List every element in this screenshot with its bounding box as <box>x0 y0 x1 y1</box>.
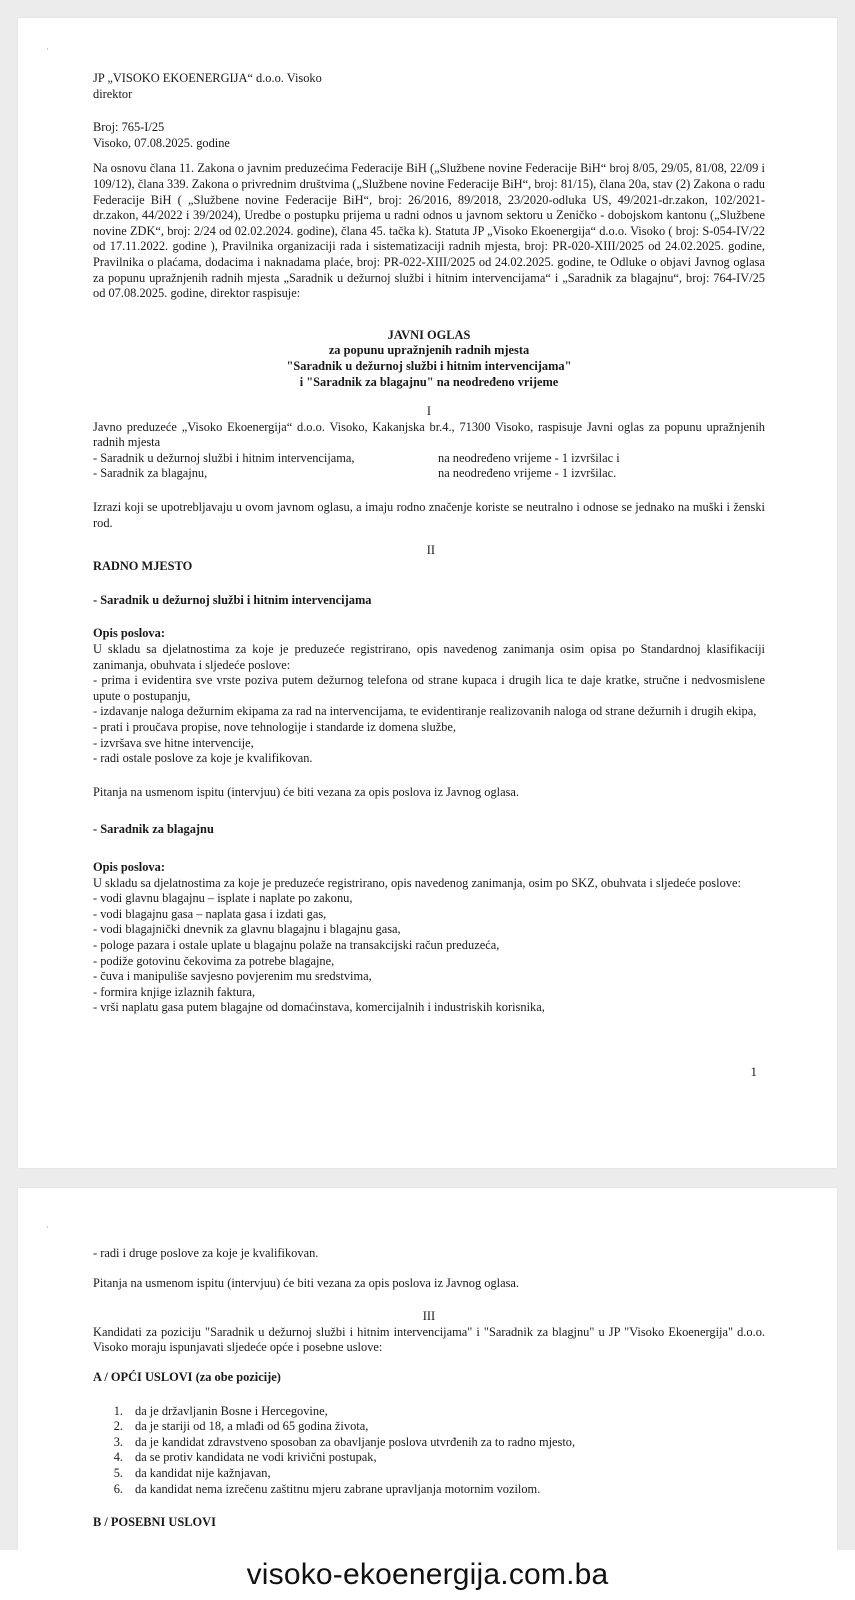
title-line-3: "Saradnik u dežurnoj službi i hitnim intervencijama" <box>286 358 572 373</box>
section-2-header <box>93 543 765 575</box>
list-item-text: da kandidat nije kažnjavan, <box>135 1465 271 1480</box>
list-item <box>93 1450 765 1466</box>
document-page-2 <box>18 1188 837 1550</box>
special-conditions-heading: B / POSEBNI USLOVI <box>93 1515 216 1530</box>
section-1-numeral: I <box>426 404 432 419</box>
general-conditions-heading: A / OPĆI USLOVI (za obe pozicije) <box>93 1369 281 1384</box>
position-1-title: - Saradnik u dežurnoj službi i hitnim intervencijama <box>93 592 372 607</box>
scan-speck: · <box>46 1222 49 1232</box>
position-2-duties-intro: U skladu sa djelatnostima za koje je preduzeće registrirano, opis navedenog zanimanja, osim po SKZ, obuhvata i sljedeće poslove: <box>93 875 741 890</box>
section-3-numeral: III <box>422 1309 436 1324</box>
reference-number: Broj: 765-I/25 <box>93 120 165 135</box>
page-1-content <box>93 71 765 1016</box>
author-role: direktor <box>93 86 133 101</box>
website-url: visoko-ekoenergija.com.ba <box>246 1558 609 1591</box>
duty-item: - vrši naplatu gasa putem blagajne od domaćinstava, komercijalnih i industriskih korisnika, <box>93 1000 545 1015</box>
section-3-intro: Kandidati za poziciju "Saradnik u dežurnoj službi i hitnim intervencijama" i "Saradnik za blagjnu" u JP "Visoko Ekoenergija" d.o.o. Visoko moraju ispunjavati sljedeće opće i posebne uslove: <box>93 1324 765 1355</box>
list-item-number: 3. <box>113 1434 123 1449</box>
duty-item: - vodi blagajnu gasa – naplata gasa i izdati gas, <box>93 906 327 921</box>
duty-item: - vodi blagajnički dnevnik za glavnu blagajnu i blagajnu gasa, <box>93 922 401 937</box>
scan-speck: · <box>46 44 49 54</box>
page-number: 1 <box>750 1064 757 1079</box>
duty-item: - radi ostale poslove za koje je kvalifikovan. <box>93 751 313 766</box>
list-item <box>93 1435 765 1451</box>
list-item-number: 5. <box>113 1465 123 1480</box>
legal-preamble: Na osnovu člana 11. Zakona o javnim preduzećima Federacije BiH („Službene novine Federacije BiH“ broj 8/05, 29/05, 81/08, 22/09 i 109/12), člana 339. Zakona o privrednim društvima („Službene novine Federacije BiH“, broj: 81/15), člana 20a, stav (2) Zakona o radu Federacije BiH ( „Službene novine Federacije BiH“, broj: 26/2016, 89/2018, 23/2020-odluka US, 49/2021-dr.zakon, 102/2021-dr.zakon, 44/2022 i 39/2024), Uredbe o postupku prijema u radni odnos u javnom sektoru u Zeničko - dobojskom kantonu („Službene novine ZDK“, broj: 2/24 od 02.02.2024. godine), člana 45. tačka k). Statuta JP „Visoko Ekoenergija“ d.o.o. Visoko ( broj: S-054-IV/22 od 17.11.2022. godine ), Pravilnika organizaciji rada i sistematizaciji radnih mjesta, broj: PR-020-XIII/2025 od 24.02.2025. godine, Pravilnika o plaćama, dodacima i naknadama plaće, broj: PR-022-XIII/2025 od 24.02.2025. godine, te Odluke o objavi Javnog oglasa za popunu upražnjenih radnih mjesta „Saradnik u dežurnoj službi i hitnim intervencijama“ i „Saradnik za blagajnu“, broj: 764-IV/25 od 07.08.2025. godine, direktor raspisuje: <box>93 161 765 301</box>
list-item-text: da se protiv kandidata ne vodi krivični postupak, <box>135 1450 377 1465</box>
title-line-1: JAVNI OGLAS <box>387 327 471 342</box>
continuation-duty: - radi i druge poslove za koje je kvalifikovan. <box>93 1246 319 1260</box>
list-item-number: 6. <box>113 1481 123 1496</box>
announcement-title <box>93 328 765 390</box>
list-item-number: 2. <box>113 1419 123 1434</box>
duty-item: - vodi glavnu blagajnu – isplate i naplate po zakonu, <box>93 891 353 906</box>
gender-note: Izrazi koji se upotrebljavaju u ovom javnom oglasu, a imaju rodno značenje koriste se neutralno i odnose se jednako na muški i ženski rod. <box>93 500 765 530</box>
list-item-number: 1. <box>113 1403 123 1418</box>
duty-item: - prati i proučava propise, nove tehnologije i standarde iz domena službe, <box>93 720 456 734</box>
title-line-2: za popunu upražnjenih radnih mjesta <box>328 343 530 358</box>
list-item <box>93 1404 765 1420</box>
page-2-content <box>93 1246 765 1531</box>
duty-item: - prima i evidentira sve vrste poziva putem dežurnog telefona od strane kupaca i drugih lica te daje kratke, stručne i nedvosmislene upute o postupanju, <box>93 673 765 703</box>
position-2-title: - Saradnik za blagajnu <box>93 822 214 837</box>
section-2-numeral: II <box>426 543 435 558</box>
list-item-text: da je državljanin Bosne i Hercegovine, <box>135 1403 328 1418</box>
position-1-duties-heading: Opis poslova: <box>93 626 165 641</box>
duty-item: - izdavanje naloga dežurnim ekipama za rad na intervencijama, te evidentiranje realizovanih naloga od strane dežurnih i drugih ekipa, <box>93 704 757 719</box>
list-item-number: 4. <box>113 1450 123 1465</box>
website-footer <box>0 1550 855 1600</box>
duty-item: - podiže gotovinu čekovima za potrebe blagajne, <box>93 953 335 968</box>
company-name: JP „VISOKO EKOENERGIJA“ d.o.o. Visoko <box>93 71 322 85</box>
list-item-text: da kandidat nema izrečenu zaštitnu mjeru zabrane upravljanja motornim vozilom. <box>135 1481 541 1496</box>
section-1-intro: Javno preduzeće „Visoko Ekoenergija“ d.o.o. Visoko, Kakanjska br.4., 71300 Visoko, raspisuje Javni oglas za popunu upražnjenih radnih mjesta <box>93 419 765 450</box>
place-and-date: Visoko, 07.08.2025. godine <box>93 135 230 150</box>
list-item-text: da je kandidat zdravstveno sposoban za obavljanje poslova utvrđenih za to radno mjesto, <box>135 1434 576 1449</box>
duty-item: - pologe pazara i ostale uplate u blagajnu polaže na transakcijski račun preduzeća, <box>93 937 500 952</box>
position-term: na neodređeno vrijeme - 1 izvršilac i <box>438 450 620 465</box>
position-row <box>93 466 765 482</box>
position-1-duties-intro: U skladu sa djelatnostima za koje je preduzeće registrirano, opis navedenog zanimanja osim opisa po Standardnoj klasifikaciji zanimanja, obuhvata i sljedeće poslove: <box>93 642 765 672</box>
list-item <box>93 1482 765 1498</box>
position-2-duties-heading: Opis poslova: <box>93 859 165 874</box>
duty-item: - čuva i manipuliše savjesno povjerenim mu sredstvima, <box>93 969 372 984</box>
position-name: - Saradnik u dežurnoj službi i hitnim intervencijama, <box>93 450 355 465</box>
position-2-exam-note: Pitanja na usmenom ispitu (intervjuu) će biti vezana za opis poslova iz Javnog oglasa. <box>93 1275 519 1290</box>
position-term: na neodređeno vrijeme - 1 izvršilac. <box>438 466 617 481</box>
duty-item: - formira knjige izlaznih faktura, <box>93 984 256 999</box>
document-page-1 <box>18 18 837 1168</box>
title-line-4: i "Saradnik za blagajnu" na neodređeno vrijeme <box>299 374 559 389</box>
position-name: - Saradnik za blagajnu, <box>93 466 208 481</box>
position-row <box>93 451 765 467</box>
list-item <box>93 1419 765 1435</box>
general-conditions-list <box>93 1404 765 1498</box>
duty-item: - izvršava sve hitne intervencije, <box>93 735 254 750</box>
section-2-heading: RADNO MJESTO <box>93 559 193 574</box>
list-item-text: da je stariji od 18, a mlađi od 65 godina života, <box>135 1419 369 1434</box>
position-1-exam-note: Pitanja na usmenom ispitu (intervjuu) će biti vezana za opis poslova iz Javnog oglasa. <box>93 784 519 799</box>
list-item <box>93 1466 765 1482</box>
